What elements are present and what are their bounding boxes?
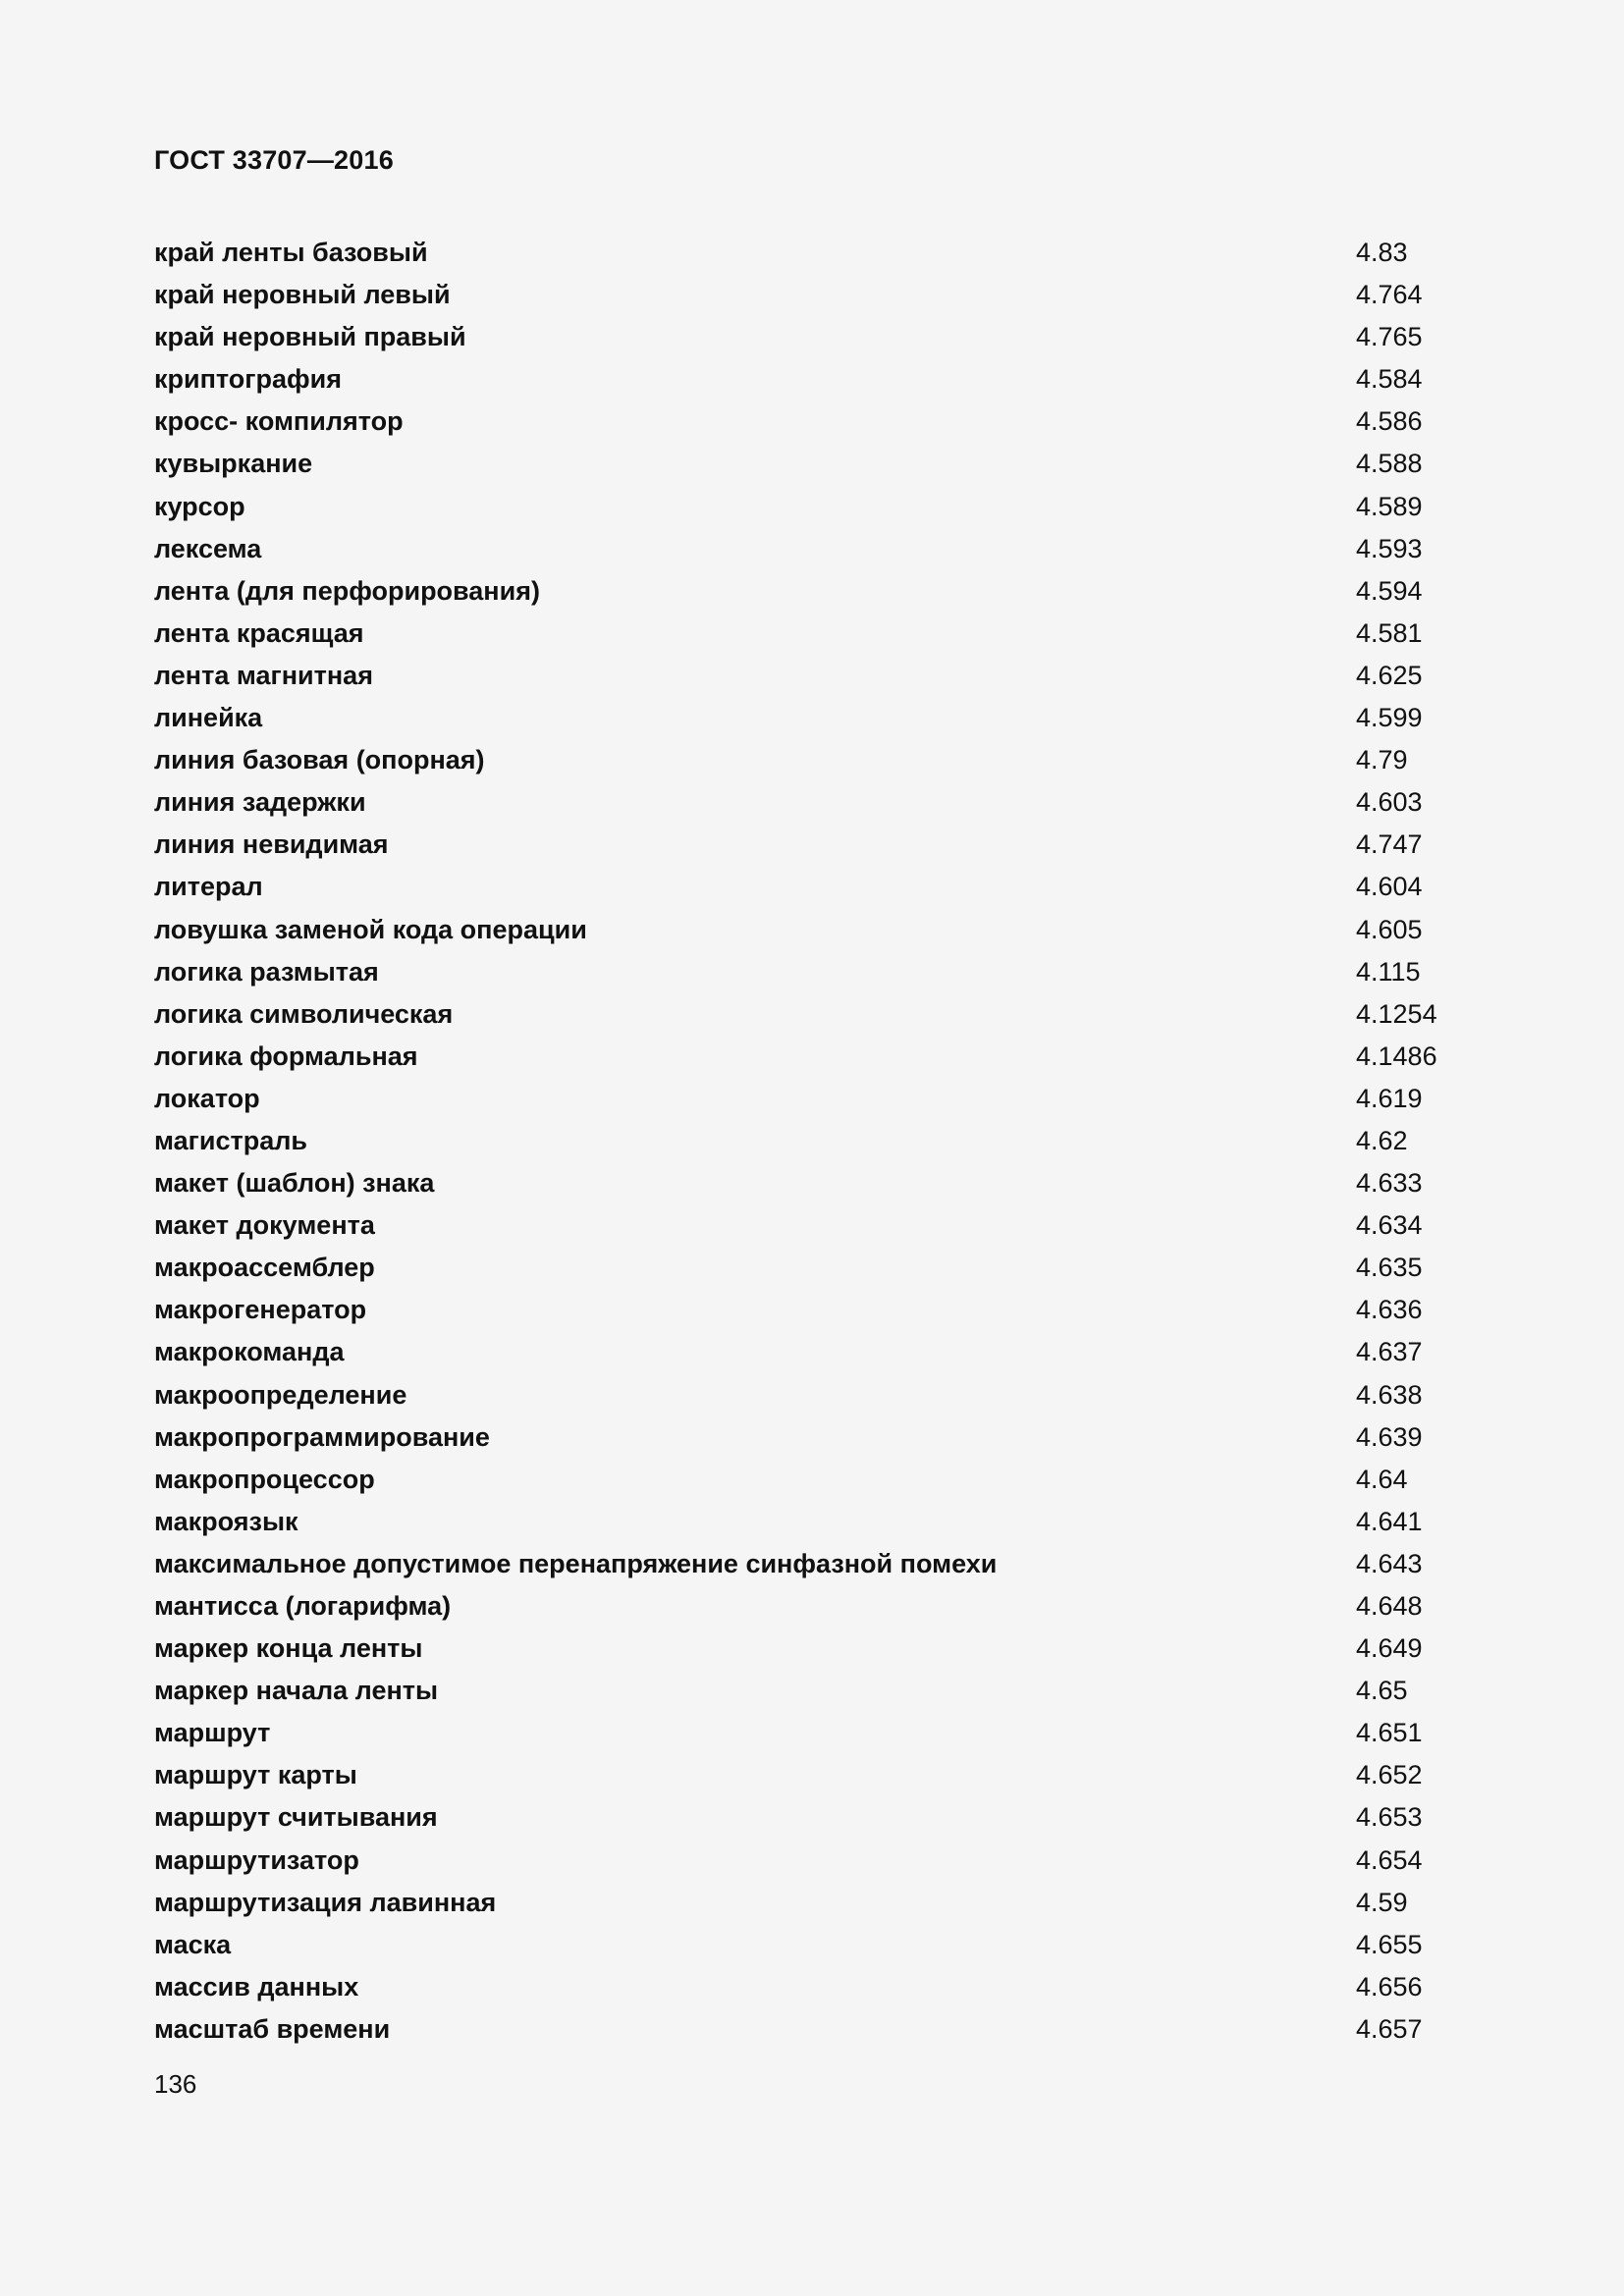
index-entry [154,1120,1470,1162]
index-reference: 4.648 [1356,1591,1423,1621]
index-reference: 4.115 [1356,956,1421,987]
index-reference: 4.1486 [1356,1041,1437,1071]
index-term: макрогенератор [154,1295,367,1325]
index-entry [154,739,1470,781]
index-entry [154,358,1470,400]
index-term: макет (шаблон) знака [154,1168,435,1199]
index-reference: 4.657 [1356,2013,1423,2044]
index-term: линия базовая (опорная) [154,745,485,775]
index-entry [154,528,1470,570]
index-term: макроопределение [154,1379,407,1410]
index-term: линейка [154,703,263,733]
index-entry [154,824,1470,866]
index-term: маркер конца ленты [154,1633,423,1664]
index-entry [154,1078,1470,1120]
index-entry [154,1374,1470,1416]
index-term: курсор [154,491,245,521]
index-reference: 4.588 [1356,449,1423,479]
index-term: криптография [154,364,343,395]
index-reference: 4.619 [1356,1083,1423,1113]
index-entry [154,613,1470,655]
index-reference: 4.635 [1356,1253,1423,1283]
index-term: логика символическая [154,998,454,1029]
index-entry [154,1036,1470,1078]
index-reference: 4.594 [1356,575,1423,606]
index-term: макроязык [154,1506,298,1536]
index-reference: 4.83 [1356,238,1408,267]
index-term: линия невидимая [154,829,389,860]
page-number: 136 [154,2069,197,2099]
index-entry [154,1289,1470,1331]
index-entry [154,1585,1470,1628]
index-reference: 4.634 [1356,1210,1423,1241]
index-reference: 4.593 [1356,533,1423,563]
index-reference: 4.656 [1356,1971,1423,2002]
index-term: логика размытая [154,956,379,987]
index-term: маршрут считывания [154,1802,438,1833]
index-reference: 4.586 [1356,406,1423,437]
index-term: кувыркание [154,449,313,479]
index-term: литерал [154,872,263,902]
index-entry [154,1882,1470,1924]
index-term: мантисса (логарифма) [154,1591,452,1621]
index-entry [154,1924,1470,1966]
index-term: край ленты базовый [154,238,428,267]
index-entry [154,1840,1470,1882]
index-entry [154,1628,1470,1670]
index-entry [154,655,1470,697]
index-entry [154,1416,1470,1459]
index-entry [154,1712,1470,1754]
index-entry [154,2008,1470,2051]
index-reference: 4.79 [1356,745,1408,775]
index-entry [154,1501,1470,1543]
index-entry [154,1670,1470,1712]
index-reference: 4.633 [1356,1168,1423,1199]
index-reference: 4.653 [1356,1802,1423,1833]
index-entry [154,909,1470,951]
index-entry [154,316,1470,358]
index-term: локатор [154,1083,260,1113]
index-reference: 4.584 [1356,364,1423,395]
index-entry [154,993,1470,1036]
index-reference: 4.764 [1356,280,1423,310]
index-term: маршрут карты [154,1760,357,1790]
index-term: масштаб времени [154,2013,391,2044]
index-term: логика формальная [154,1041,418,1071]
index-term: край неровный правый [154,322,466,352]
index-term: маркер начала ленты [154,1676,439,1706]
index-term: массив данных [154,1971,359,2002]
index-term: лента магнитная [154,660,373,690]
index-term: маршрутизатор [154,1844,359,1875]
index-entry [154,1543,1470,1585]
index-reference: 4.589 [1356,491,1423,521]
index-term: ловушка заменой кода операции [154,914,587,944]
index-entry [154,1247,1470,1289]
document-header: ГОСТ 33707—2016 [154,145,394,175]
index-reference: 4.625 [1356,660,1423,690]
index-list [154,232,1470,2051]
index-reference: 4.599 [1356,703,1423,733]
index-term: лента красящая [154,617,364,648]
index-entry [154,274,1470,316]
index-term: магистраль [154,1125,307,1155]
index-reference: 4.654 [1356,1844,1423,1875]
index-reference: 4.655 [1356,1929,1423,1959]
index-reference: 4.651 [1356,1718,1423,1748]
index-reference: 4.62 [1356,1125,1408,1155]
index-reference: 4.649 [1356,1633,1423,1664]
index-reference: 4.636 [1356,1295,1423,1325]
index-reference: 4.641 [1356,1506,1423,1536]
index-reference: 4.1254 [1356,998,1437,1029]
index-term: маршрутизация лавинная [154,1887,497,1917]
index-reference: 4.747 [1356,829,1423,860]
index-reference: 4.639 [1356,1421,1423,1452]
index-term: маска [154,1929,232,1959]
index-entry [154,866,1470,908]
index-reference: 4.64 [1356,1464,1408,1494]
index-reference: 4.581 [1356,617,1423,648]
index-entry [154,781,1470,824]
index-term: макроассемблер [154,1253,375,1283]
index-entry [154,1459,1470,1501]
index-term: макет документа [154,1210,375,1241]
index-term: лексема [154,533,262,563]
index-reference: 4.637 [1356,1337,1423,1367]
index-entry [154,1204,1470,1247]
index-term: макропроцессор [154,1464,375,1494]
index-reference: 4.643 [1356,1548,1423,1578]
index-entry [154,1796,1470,1839]
index-reference: 4.652 [1356,1760,1423,1790]
index-term: макрокоманда [154,1337,345,1367]
index-term: линия задержки [154,787,366,818]
index-entry [154,232,1470,274]
index-reference: 4.59 [1356,1887,1408,1917]
index-entry [154,1754,1470,1796]
index-term: маршрут [154,1718,271,1748]
index-entry [154,697,1470,739]
index-entry [154,443,1470,485]
index-reference: 4.765 [1356,322,1423,352]
index-term: край неровный левый [154,280,451,310]
index-reference: 4.603 [1356,787,1423,818]
index-term: максимальное допустимое перенапряжение синфазной помехи [154,1548,998,1578]
index-entry [154,1162,1470,1204]
index-entry [154,400,1470,443]
index-entry [154,570,1470,613]
index-entry [154,1331,1470,1373]
index-term: кросс- компилятор [154,406,404,437]
index-term: лента (для перфорирования) [154,575,540,606]
index-reference: 4.605 [1356,914,1423,944]
index-reference: 4.604 [1356,872,1423,902]
index-reference: 4.638 [1356,1379,1423,1410]
index-reference: 4.65 [1356,1676,1408,1706]
index-entry [154,951,1470,993]
index-entry [154,486,1470,528]
index-term: макропрограммирование [154,1421,490,1452]
index-entry [154,1966,1470,2008]
